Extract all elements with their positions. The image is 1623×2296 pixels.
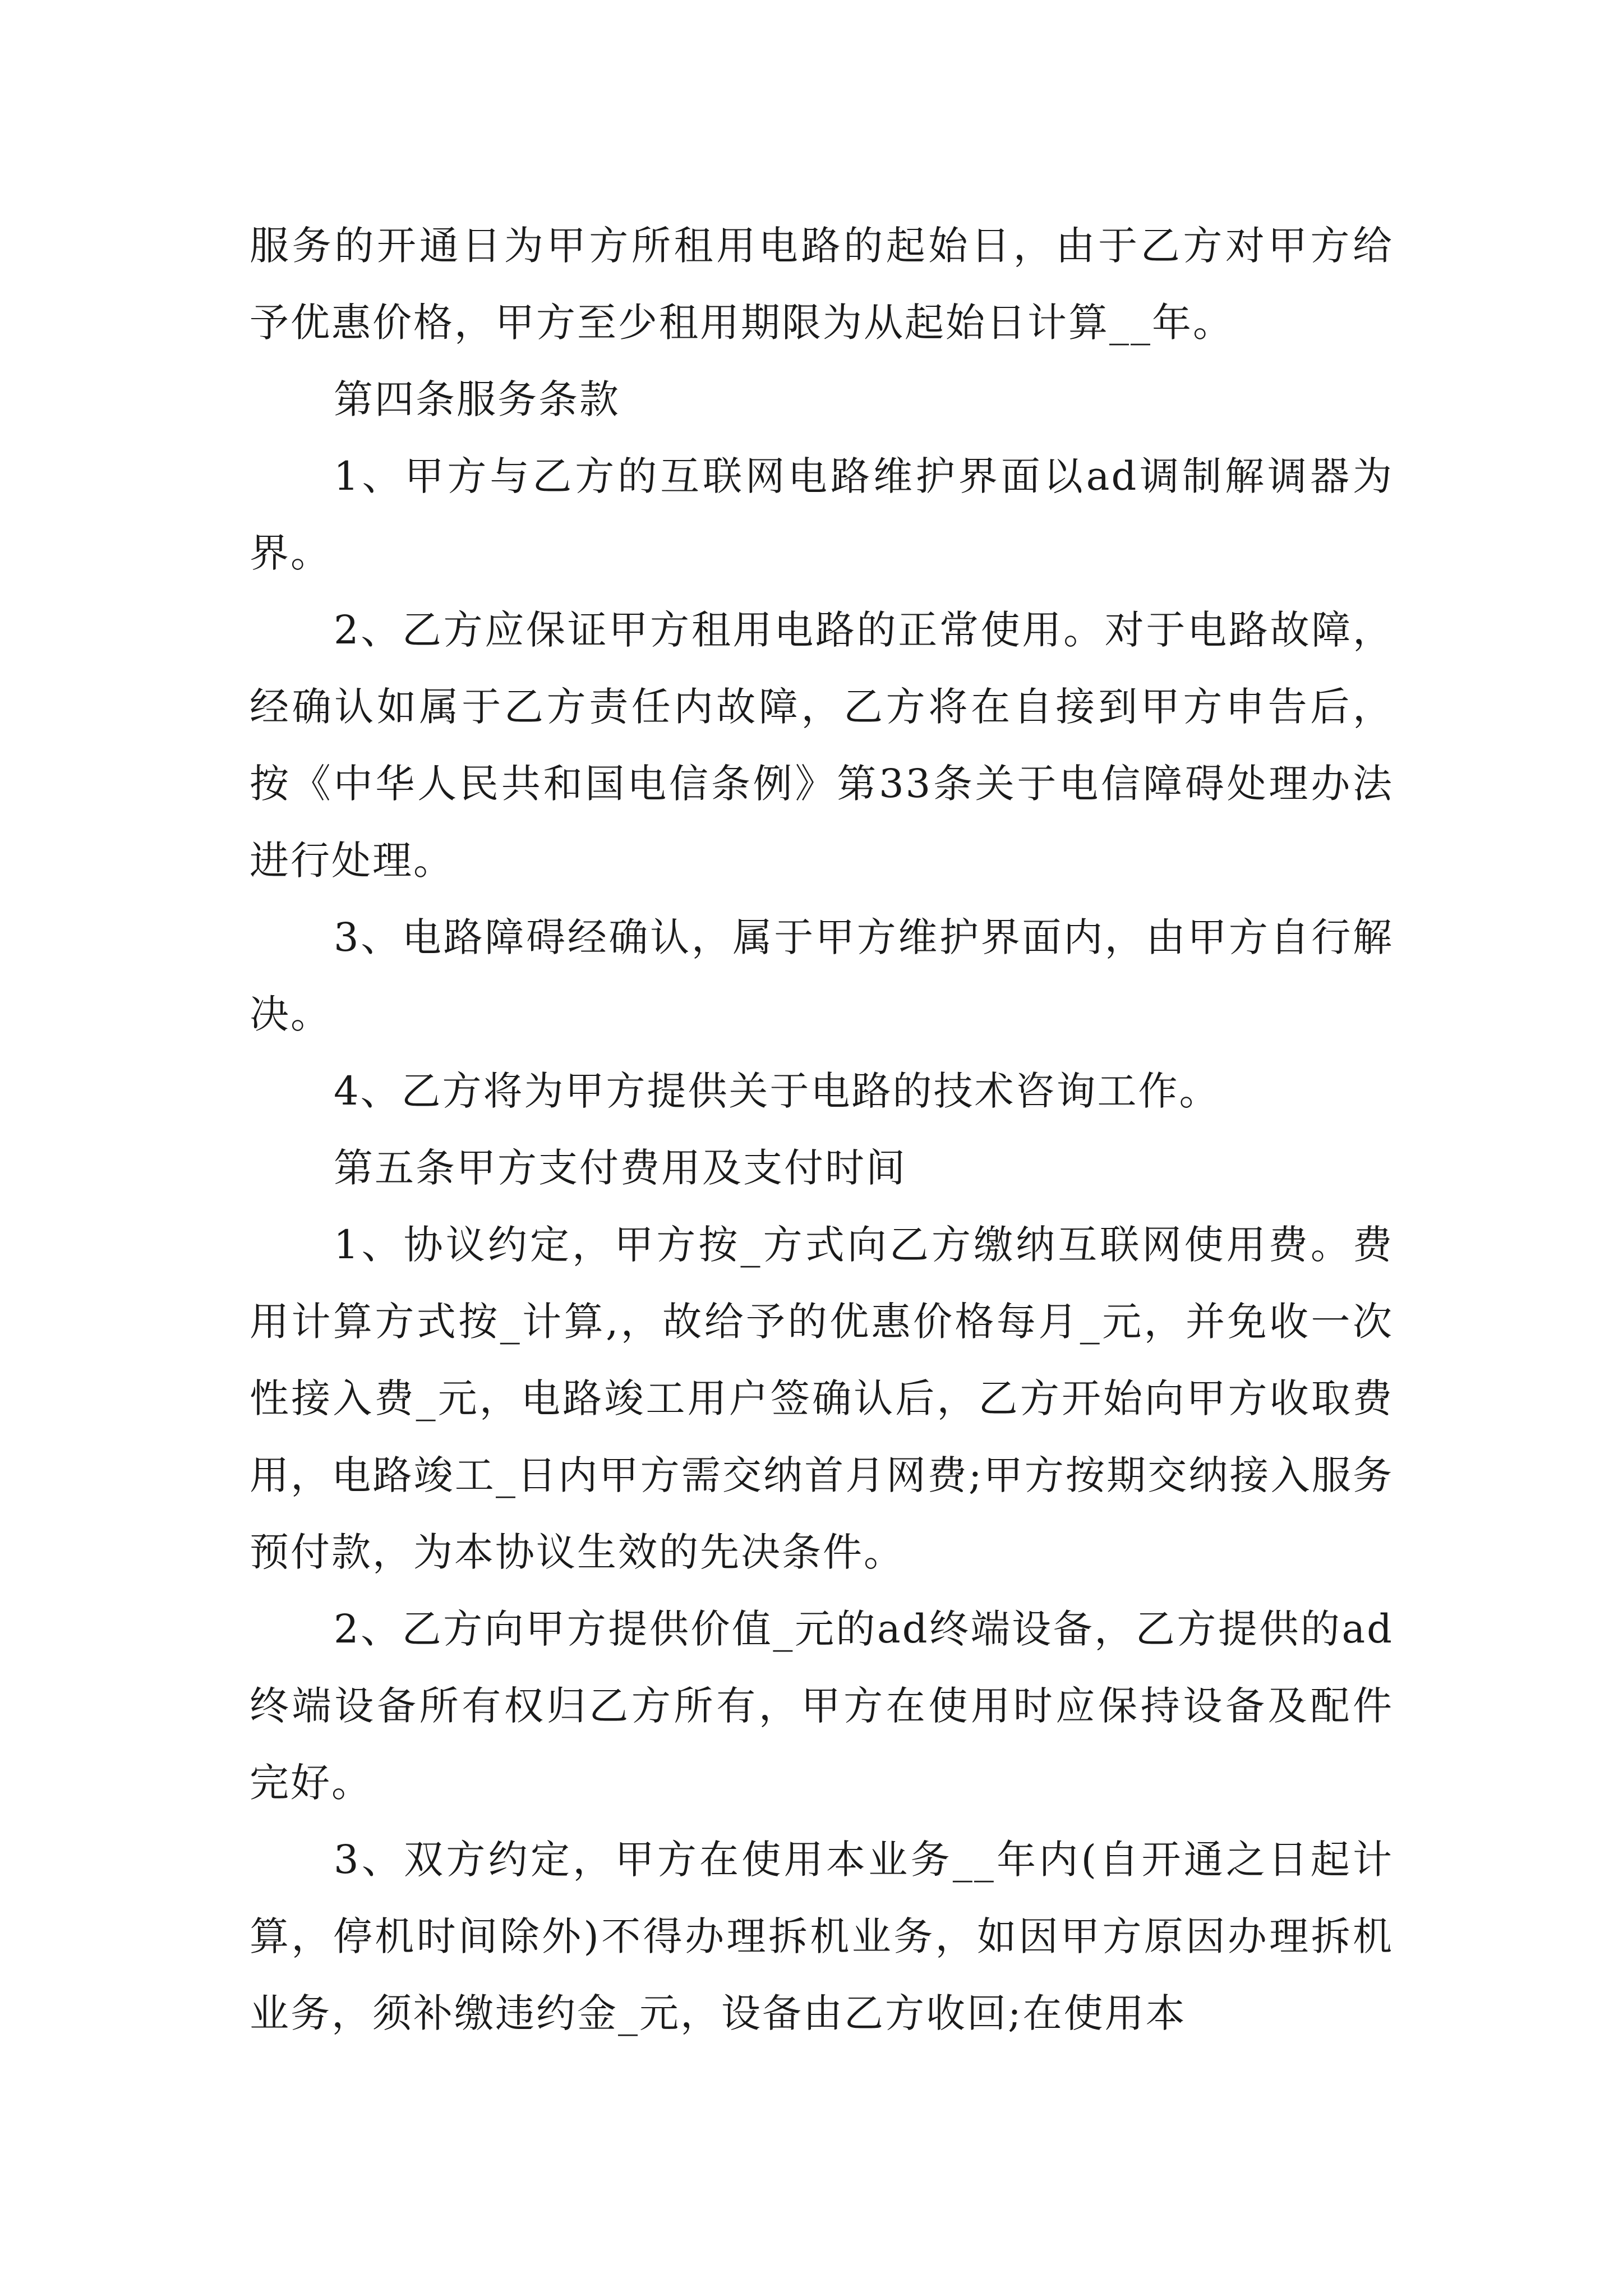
paragraph-continuation: 服务的开通日为甲方所租用电路的起始日，由于乙方对甲方给予优惠价格，甲方至少租用期限为从起始日计算__年。 — [250, 223, 1394, 346]
document-body — [250, 208, 1394, 2052]
section-heading-article-4: 第四条服务条款 — [334, 376, 620, 422]
paragraph-clause-4-3: 3、电路障碍经确认，属于甲方维护界面内，由甲方自行解决。 — [250, 914, 1394, 1037]
paragraph-clause-5-3: 3、双方约定，甲方在使用本业务__年内(自开通之日起计算，停机时间除外)不得办理拆机业务，如因甲方原因办理拆机业务，须补缴违约金_元，设备由乙方收回;在使用本 — [250, 1837, 1394, 2036]
paragraph-clause-5-2: 2、乙方向甲方提供价值_元的ad终端设备，乙方提供的ad终端设备所有权归乙方所有，甲方在使用时应保持设备及配件完好。 — [250, 1606, 1394, 1806]
paragraph-clause-4-2: 2、乙方应保证甲方租用电路的正常使用。对于电路故障，经确认如属于乙方责任内故障，乙方将在自接到甲方申告后，按《中华人民共和国电信条例》第33条关于电信障碍处理办法进行处理。 — [250, 607, 1394, 884]
section-heading-article-5: 第五条甲方支付费用及支付时间 — [334, 1145, 907, 1191]
paragraph-clause-4-1: 1、甲方与乙方的互联网电路维护界面以ad调制解调器为界。 — [250, 453, 1394, 576]
paragraph-clause-4-4: 4、乙方将为甲方提供关于电路的技术咨询工作。 — [334, 1068, 1220, 1114]
paragraph-clause-5-1: 1、协议约定，甲方按_方式向乙方缴纳互联网使用费。费用计算方式按_计算,，故给予的优惠价格每月_元，并免收一次性接入费_元，电路竣工用户签确认后，乙方开始向甲方收取费用，电路竣工_日内甲方需交纳首月网费;甲方按期交纳接入服务预付款，为本协议生效的先决条件。 — [250, 1222, 1394, 1575]
